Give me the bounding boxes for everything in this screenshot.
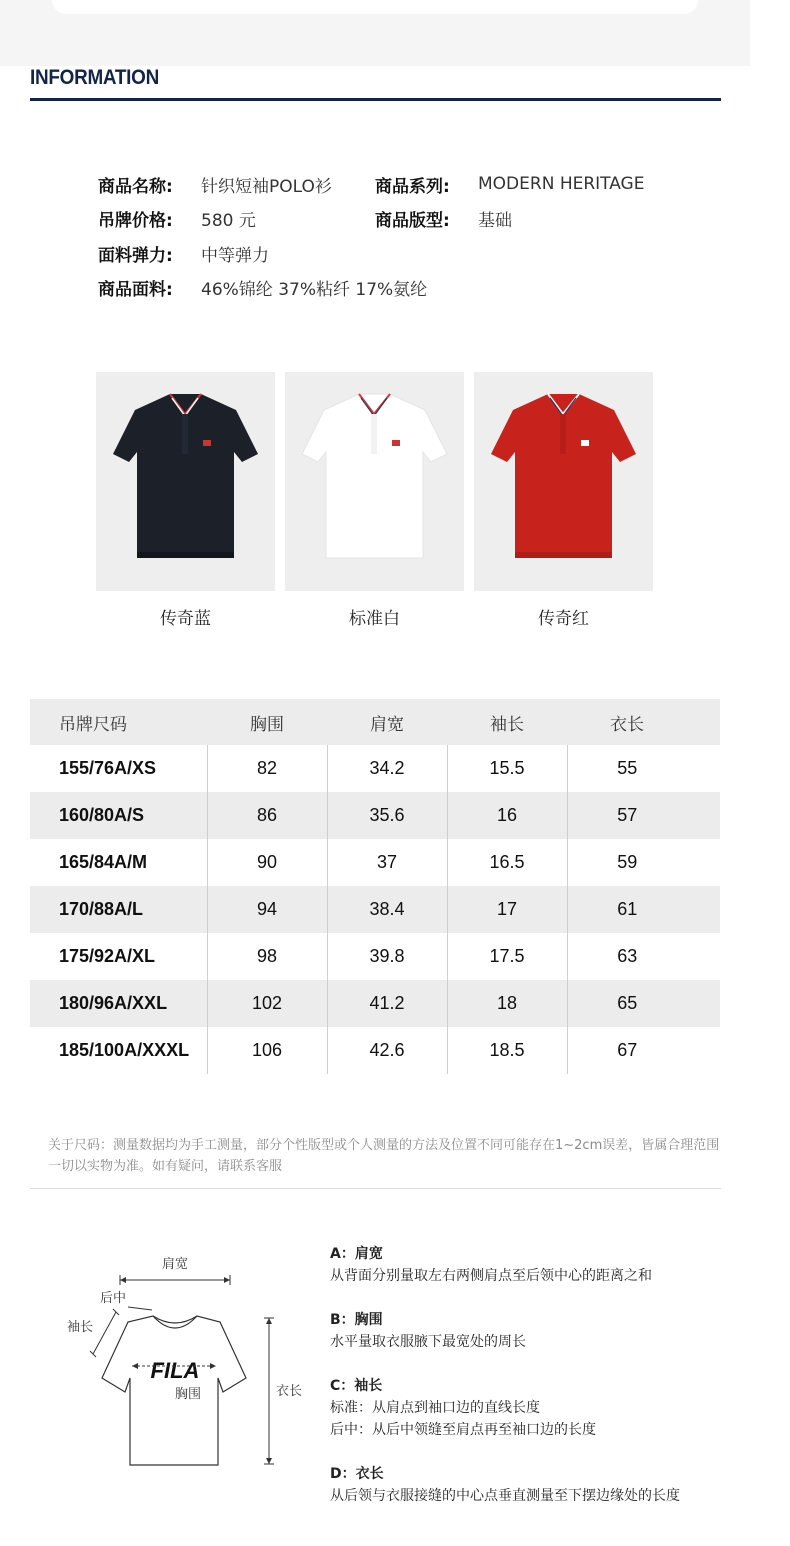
- length-cell: 61: [567, 886, 720, 933]
- size-cell: 170/88A/L: [30, 886, 207, 933]
- chest-label: 胸围: [174, 1386, 202, 1401]
- measurement-definitions: [330, 1243, 770, 1529]
- length-label: 衣长: [276, 1383, 303, 1398]
- sleeve-cell: 18.5: [447, 1027, 567, 1074]
- column-header: 肩宽: [327, 699, 447, 745]
- stretch-label: 面料弹力:: [98, 245, 173, 266]
- size-cell: 185/100A/XXXL: [59, 1040, 190, 1060]
- price-label: 吊牌价格:: [98, 211, 173, 232]
- product-photo[interactable]: [474, 372, 653, 591]
- top-card: [52, 0, 698, 14]
- definition-text: 后中：从后中领缝至肩点再至袖口边的长度: [330, 1422, 596, 1438]
- table-header-row: [30, 699, 720, 745]
- sleeve-cell: 18: [447, 980, 567, 1027]
- product-photo[interactable]: [96, 372, 275, 591]
- shoulder-cell: 37: [327, 839, 447, 886]
- column-header: 吊牌尺码: [30, 699, 207, 745]
- definition-d: [330, 1463, 770, 1507]
- column-header: 袖长: [447, 699, 567, 745]
- stretch-value: 中等弹力: [201, 245, 269, 266]
- length-cell: 65: [567, 980, 720, 1027]
- product-card-blue[interactable]: [96, 372, 275, 629]
- table-row: [30, 980, 720, 1027]
- length-cell: 67: [567, 1027, 720, 1074]
- sleeve-cell: 16.5: [447, 839, 567, 886]
- shoulder-cell: 39.8: [327, 933, 447, 980]
- chest-cell: 90: [207, 839, 327, 886]
- chest-cell: 82: [207, 745, 327, 792]
- sleeve-cell: 16: [447, 792, 567, 839]
- definition-a: [330, 1243, 770, 1287]
- shoulder-cell: 41.2: [327, 980, 447, 1027]
- fabric-value: 46%锦纶 37%粘纤 17%氨纶: [201, 280, 428, 301]
- table-row: [30, 886, 720, 933]
- info-row: [98, 236, 738, 271]
- product-color-name: 传奇红: [538, 609, 589, 629]
- product-color-name: 标准白: [349, 609, 400, 629]
- length-cell: 55: [567, 745, 720, 792]
- price-value: 580 元: [201, 211, 256, 232]
- table-row: [30, 839, 720, 886]
- chest-cell: 98: [207, 933, 327, 980]
- shoulder-cell: 34.2: [327, 745, 447, 792]
- definition-title: C：袖长: [330, 1378, 383, 1394]
- size-cell: 160/80A/S: [30, 792, 207, 839]
- length-cell: 57: [567, 792, 720, 839]
- definition-text: 水平量取衣服腋下最宽处的周长: [330, 1334, 526, 1350]
- section-title: INFORMATION: [30, 66, 159, 89]
- size-chart-table: [30, 699, 720, 1074]
- product-series-label: 商品系列:: [375, 176, 450, 197]
- product-card-white[interactable]: [285, 372, 464, 629]
- sleeve-cell: 17: [447, 886, 567, 933]
- size-cell: 155/76A/XS: [59, 758, 157, 778]
- definition-title: A：肩宽: [330, 1246, 383, 1262]
- divider: [30, 1188, 721, 1189]
- size-cell: 175/92A/XL: [59, 946, 156, 966]
- info-row: [98, 167, 738, 202]
- title-rule: [30, 98, 721, 101]
- table-row: [30, 745, 720, 792]
- info-row: [98, 202, 738, 237]
- size-note: 关于尺码：测量数据均为手工测量，部分个性版型或个人测量的方法及位置不同可能存在1~2cm误差，皆属合理范围一切以实物为准。如有疑问，请联系客服: [48, 1138, 720, 1174]
- definition-text: 从背面分别量取左右两侧肩点至后领中心的距离之和: [330, 1268, 652, 1284]
- sleeve-cell: 17.5: [447, 933, 567, 980]
- shoulder-cell: 42.6: [327, 1027, 447, 1074]
- size-cell: 180/96A/XXL: [30, 980, 207, 1027]
- sleeve-label: 袖长: [67, 1319, 94, 1334]
- fit-value: 基础: [478, 211, 512, 232]
- table-row: [30, 933, 720, 980]
- fit-label: 商品版型:: [375, 211, 450, 232]
- column-header: 衣长: [567, 699, 720, 745]
- shoulder-cell: 38.4: [327, 886, 447, 933]
- definition-title: B：胸围: [330, 1312, 383, 1328]
- sleeve-cell: 15.5: [447, 745, 567, 792]
- chest-cell: 106: [207, 1027, 327, 1074]
- definition-text: 从后领与衣服接缝的中心点垂直测量至下摆边缘处的长度: [330, 1488, 680, 1504]
- definition-text: 标准：从肩点到袖口边的直线长度: [330, 1400, 540, 1416]
- length-cell: 59: [567, 839, 720, 886]
- shoulder-cell: 35.6: [327, 792, 447, 839]
- length-cell: 63: [567, 933, 720, 980]
- fila-logo: FILA: [150, 1358, 200, 1383]
- definition-title: D：衣长: [330, 1466, 384, 1482]
- product-name-label: 商品名称:: [98, 176, 173, 197]
- column-header: 胸围: [207, 699, 327, 745]
- measurement-diagram: [60, 1250, 310, 1479]
- size-cell: 165/84A/M: [59, 852, 148, 872]
- product-name-value: 针织短袖POLO衫: [201, 176, 332, 197]
- top-band: [0, 0, 750, 66]
- definition-b: [330, 1309, 770, 1353]
- table-row: [30, 792, 720, 839]
- product-info: [98, 167, 738, 305]
- info-row: [98, 271, 738, 306]
- product-series-value: MODERN HERITAGE: [478, 174, 645, 195]
- chest-cell: 102: [207, 980, 327, 1027]
- product-color-name: 传奇蓝: [160, 609, 211, 629]
- fabric-label: 商品面料:: [98, 280, 173, 301]
- chest-cell: 94: [207, 886, 327, 933]
- definition-c: [330, 1375, 770, 1441]
- table-row: [30, 1027, 720, 1074]
- shoulder-label: 肩宽: [161, 1256, 189, 1271]
- back-center-label: 后中: [100, 1290, 127, 1305]
- product-photo[interactable]: [285, 372, 464, 591]
- product-card-red[interactable]: [474, 372, 653, 629]
- chest-cell: 86: [207, 792, 327, 839]
